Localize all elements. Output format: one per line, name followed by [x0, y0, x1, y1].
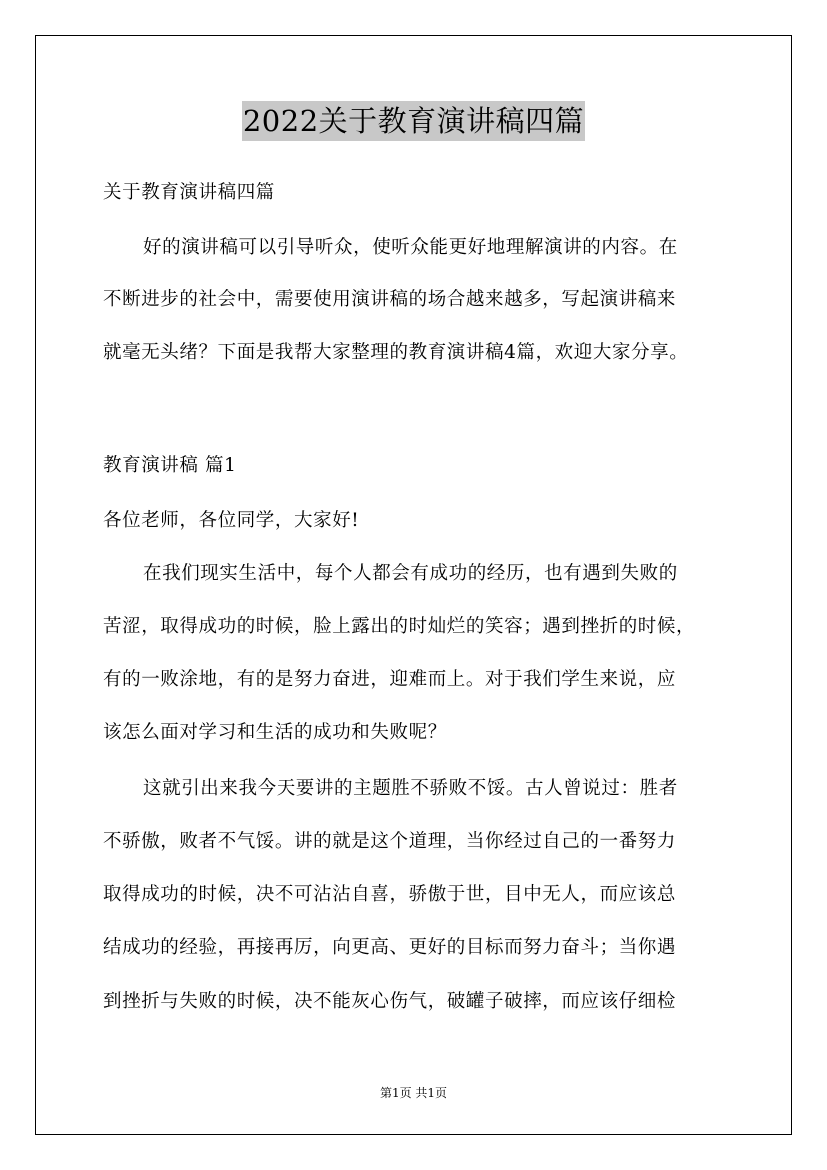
- paragraph2-line: 这就引出来我今天要讲的主题胜不骄败不馁。古人曾说过：胜者: [143, 778, 678, 799]
- paragraph2-line: 到挫折与失败的时候，决不能灰心伤气，破罐子破摔，而应该仔细检: [103, 991, 677, 1012]
- title-container: [0, 101, 827, 141]
- intro-line: 好的演讲稿可以引导听众，使听众能更好地理解演讲的内容。在: [143, 237, 678, 258]
- paragraph2-line: 结成功的经验，再接再厉，向更高、更好的目标而努力奋斗；当你遇: [103, 937, 677, 958]
- document-title: 2022关于教育演讲稿四篇: [242, 101, 585, 141]
- paragraph1-line: 有的一败涂地，有的是努力奋进，迎难而上。对于我们学生来说，应: [103, 669, 677, 690]
- intro-line: 不断进步的社会中，需要使用演讲稿的场合越来越多，写起演讲稿来: [103, 289, 677, 310]
- page-footer: 第1页 共1页: [379, 1086, 448, 1100]
- paragraph1-line: 苦涩，取得成功的时候，脸上露出的时灿烂的笑容；遇到挫折的时候，: [103, 616, 696, 637]
- greeting: 各位老师，各位同学，大家好!: [103, 510, 360, 531]
- paragraph1-line: 该怎么面对学习和生活的成功和失败呢？: [103, 722, 447, 743]
- paragraph2-line: 取得成功的时候，决不可沾沾自喜，骄傲于世，目中无人，而应该总: [103, 884, 677, 905]
- document-subtitle: 关于教育演讲稿四篇: [103, 182, 275, 203]
- paragraph2-line: 不骄傲，败者不气馁。讲的就是这个道理，当你经过自己的一番努力: [103, 831, 677, 852]
- section-heading: 教育演讲稿 篇1: [103, 455, 237, 476]
- paragraph1-line: 在我们现实生活中，每个人都会有成功的经历，也有遇到失败的: [143, 563, 678, 584]
- intro-line: 就毫无头绪？下面是我帮大家整理的教育演讲稿4篇，欢迎大家分享。: [103, 342, 689, 363]
